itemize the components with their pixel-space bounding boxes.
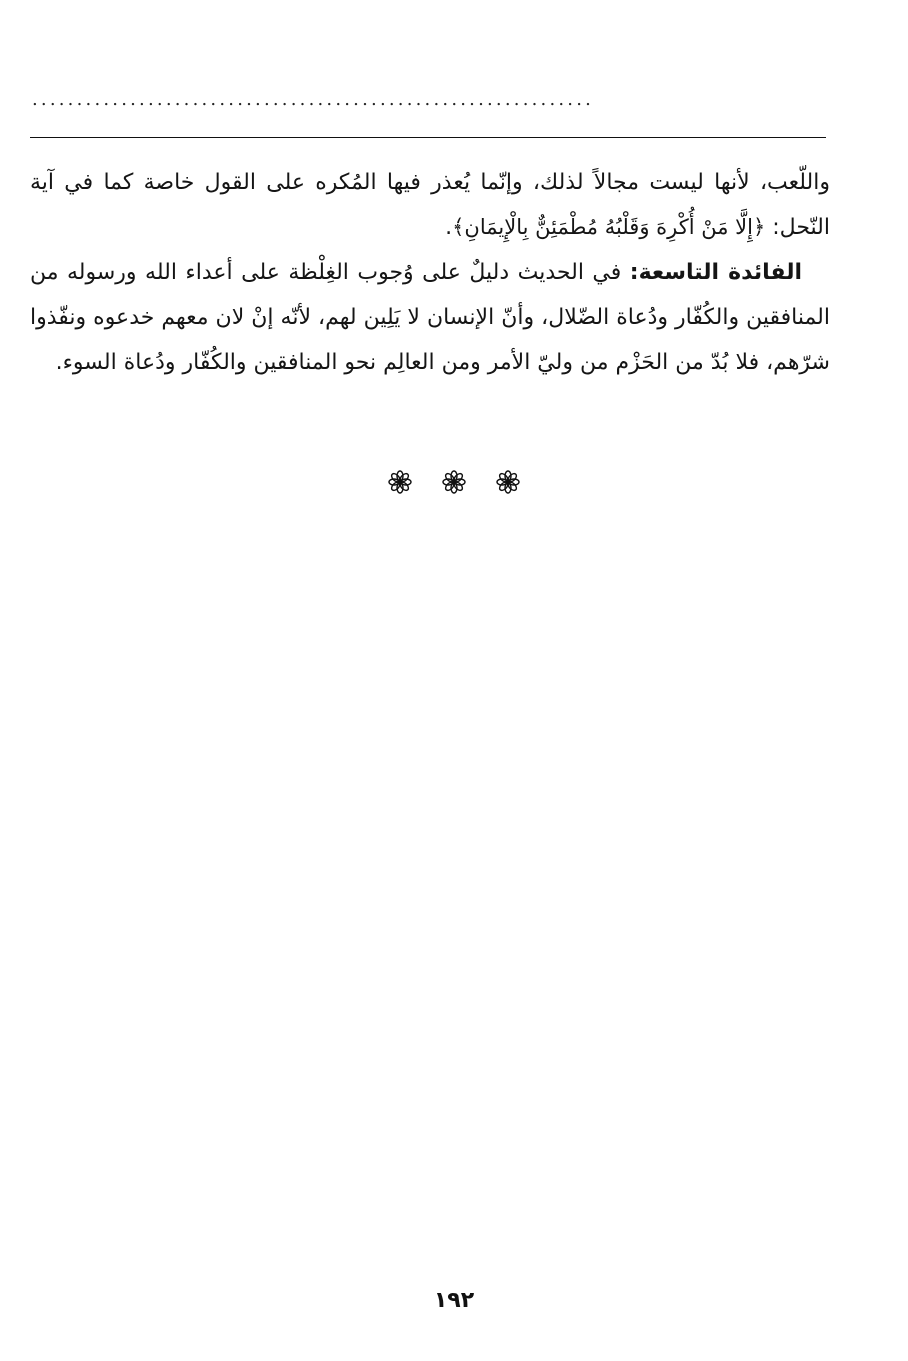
flower-ornament-icon [442,470,466,494]
paragraph-2 [30,250,830,385]
paragraph-2-text: في الحديث دليلٌ على وُجوب الغِلْظة على أعداء الله ورسوله من المنافقين والكُفّار ودُعاة الضّلال، وأنّ الإنسان لا يَلِين لهم، لأنّه إنْ لان معهم خدعوه ونفّذوا شرّهم، فلا بُدّ من الحَزْم من وليّ الأمر ومن العالِم نحو المنافقين والكُفّار ودُعاة السوء. [30,260,830,375]
paragraph-1 [30,160,830,250]
main-text [30,160,830,385]
flower-ornament-icon [496,470,520,494]
section-separator [354,462,554,502]
dotted-leader: ............................................................... [32,90,595,110]
paragraph-2-heading: الفائدة التاسعة: [629,260,802,285]
flower-ornament-icon [388,470,412,494]
separator-rule [30,137,826,138]
quran-verse: ﴿إِلَّا مَنْ أُكْرِهَ وَقَلْبُهُ مُطْمَئِنٌّ بِالْإِيمَانِ﴾ [452,215,766,239]
paragraph-1-end: . [445,215,453,240]
paragraph-1-text: واللّعب، لأنها ليست مجالاً لذلك، وإنّما يُعذر فيها المُكره على القول خاصة كما في آية النّحل: [30,170,830,240]
page-number: ١٩٢ [433,1288,475,1313]
